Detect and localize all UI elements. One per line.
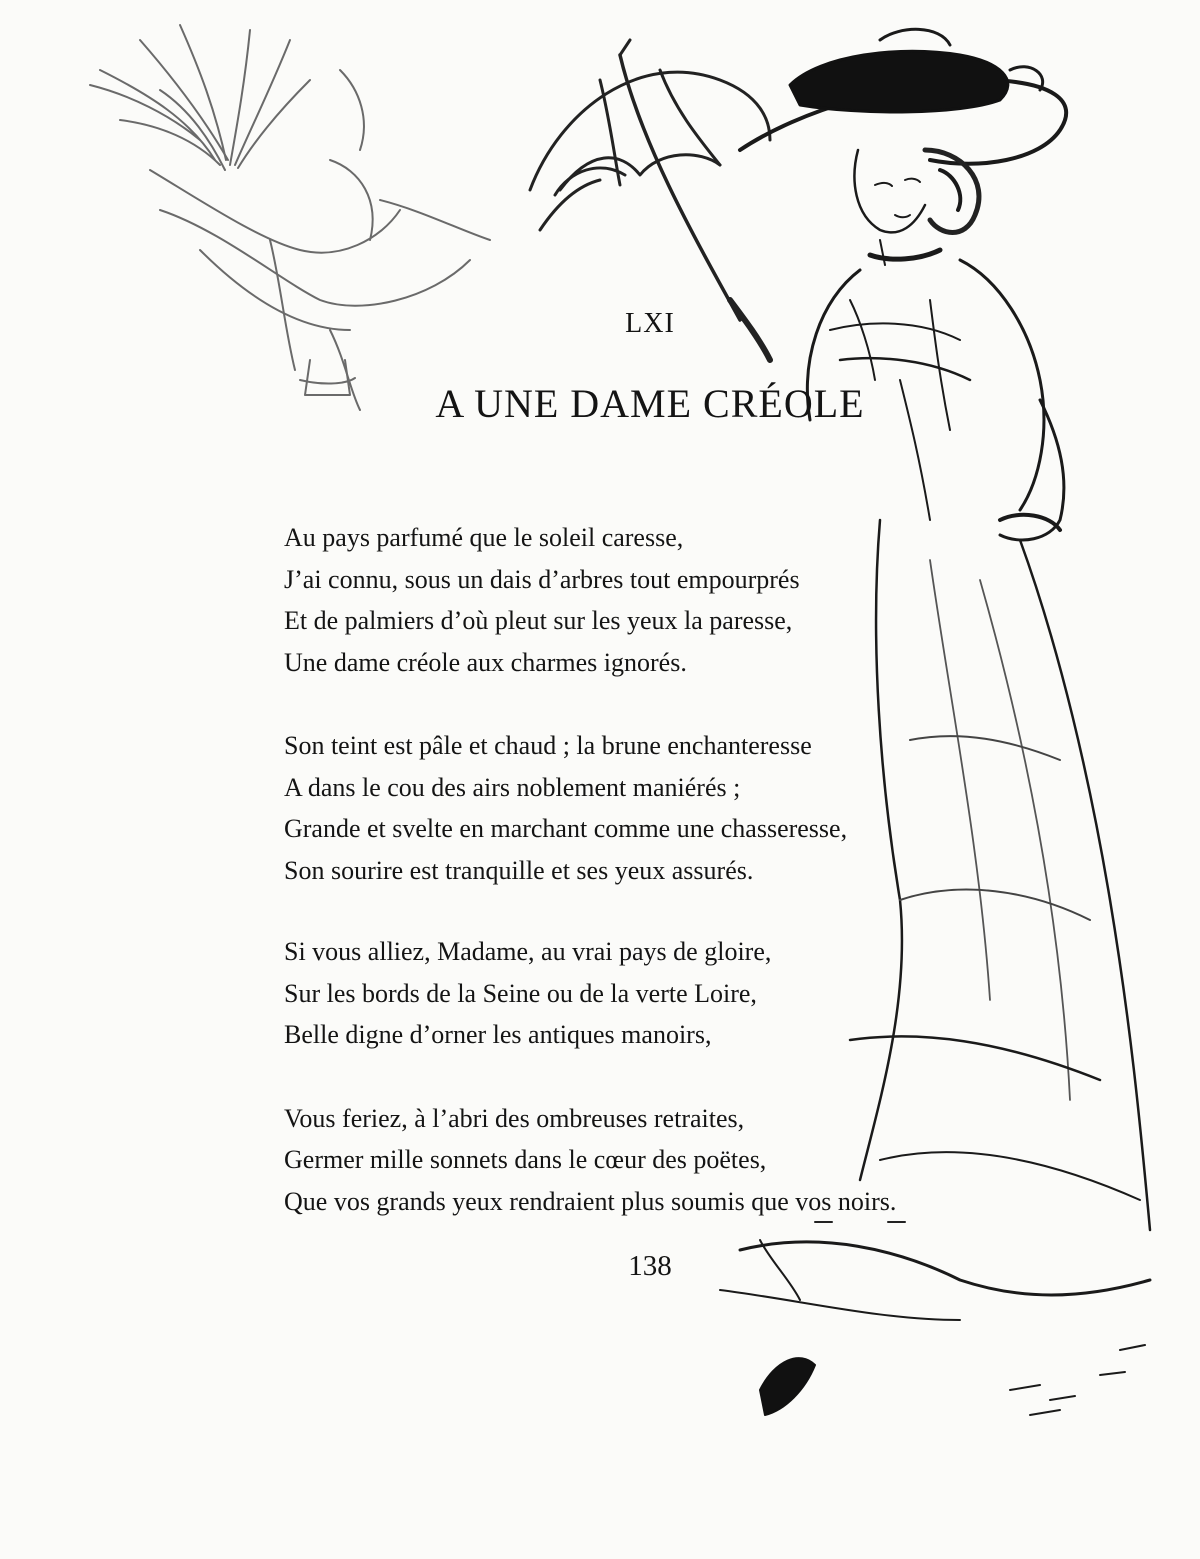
stanza — [284, 517, 1044, 683]
palm-plant-sketch — [90, 25, 490, 410]
verse-line: Et de palmiers d’où pleut sur les yeux la paresse, — [284, 606, 793, 635]
verse-line: Une dame créole aux charmes ignorés. — [284, 647, 687, 677]
stanza — [284, 725, 1044, 891]
poem-number: LXI — [625, 308, 675, 339]
verse-line: J’ai connu, sous un dais d’arbres tout empourprés — [284, 564, 800, 594]
poem-title: A UNE DAME CRÉOLE — [435, 381, 865, 426]
verse-line: A dans le cou des airs noblement maniérés ; — [284, 772, 741, 802]
verse-line: Son sourire est tranquille et ses yeux assurés. — [284, 855, 754, 885]
verse-line: Son teint est pâle et chaud ; la brune enchanteresse — [284, 731, 812, 760]
verse-line: Grande et svelte en marchant comme une chasseresse, — [284, 814, 848, 843]
verse-line: Si vous alliez, Madame, au vrai pays de gloire, — [284, 937, 772, 966]
poem-body — [284, 517, 1044, 1264]
page-number: 138 — [628, 1250, 672, 1282]
verse-line: Germer mille sonnets dans le cœur des poëtes, — [284, 1145, 767, 1174]
verse-line: Belle digne d’orner les antiques manoirs, — [284, 1020, 712, 1049]
verse-line: Sur les bords de la Seine ou de la verte Loire, — [284, 978, 757, 1008]
stanza — [284, 931, 1044, 1056]
verse-line: Que vos grands yeux rendraient plus soumis que vos noirs. — [284, 1186, 897, 1216]
verse-line: Au pays parfumé que le soleil caresse, — [284, 523, 684, 552]
stanza — [284, 1098, 1044, 1223]
verse-line: Vous feriez, à l’abri des ombreuses retraites, — [284, 1103, 745, 1133]
